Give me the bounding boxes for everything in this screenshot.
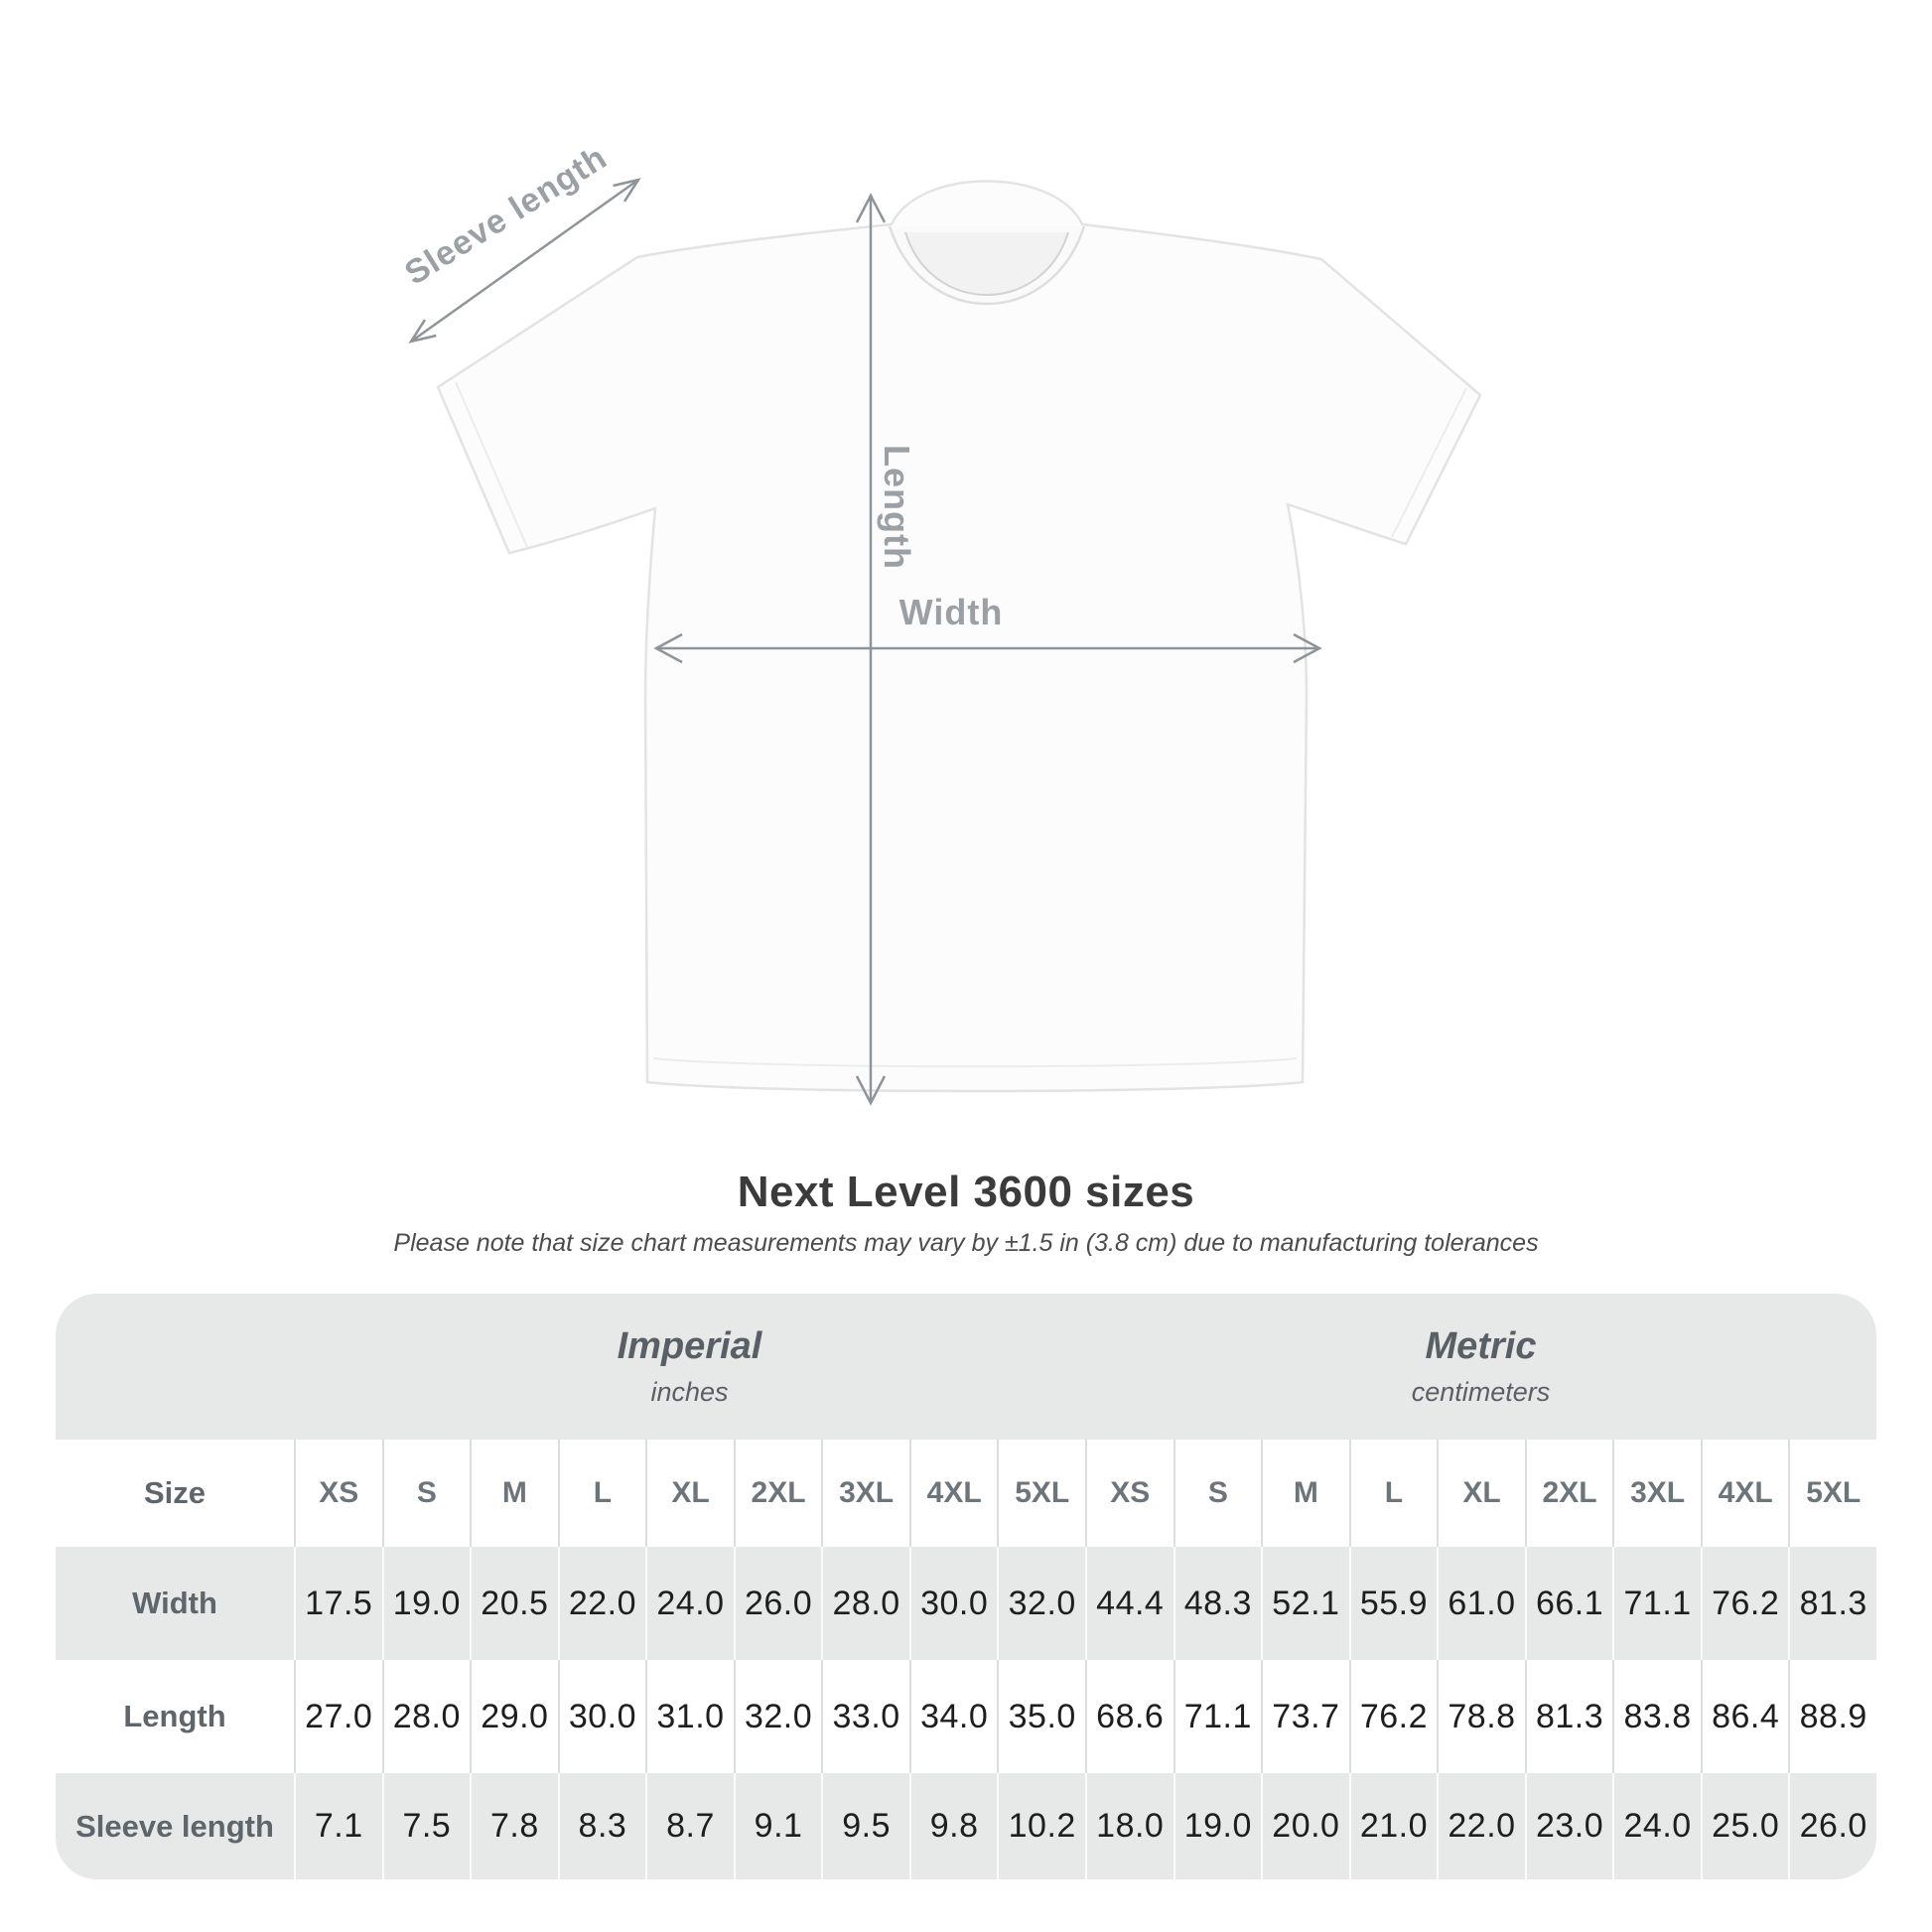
table-cell: 31.0 [645, 1660, 734, 1773]
table-cell: 48.3 [1173, 1547, 1262, 1660]
table-cell: 28.0 [382, 1660, 471, 1773]
table-cell: 8.3 [558, 1773, 646, 1879]
table-cell: 8.7 [645, 1773, 734, 1879]
row-label: Length [123, 1699, 226, 1733]
size-col-header: XL [1437, 1440, 1525, 1547]
table-cell: 29.0 [470, 1660, 558, 1773]
table-cell: 10.2 [997, 1773, 1085, 1879]
size-col-header: 2XL [734, 1440, 822, 1547]
size-col-header: 3XL [1612, 1440, 1701, 1547]
table-row-length [56, 1660, 1876, 1773]
table-cell: 9.8 [909, 1773, 998, 1879]
table-row-width [56, 1547, 1876, 1660]
table-cell: 52.1 [1261, 1547, 1349, 1660]
table-cell: 34.0 [909, 1660, 998, 1773]
table-cell: 20.0 [1261, 1773, 1349, 1879]
page-title: Next Level 3600 sizes [737, 1168, 1195, 1216]
table-cell: 61.0 [1437, 1547, 1525, 1660]
table-cell: 44.4 [1085, 1547, 1173, 1660]
sleeve-length-dimension-label: Sleeve length [398, 138, 615, 293]
table-cell: 26.0 [1788, 1773, 1876, 1879]
table-cell: 9.5 [821, 1773, 909, 1879]
imperial-header [294, 1294, 1085, 1440]
size-col-header: 4XL [1701, 1440, 1789, 1547]
metric-unit: centimeters [1411, 1377, 1551, 1407]
size-col-header: 3XL [821, 1440, 909, 1547]
table-cell: 26.0 [734, 1547, 822, 1660]
table-cell: 73.7 [1261, 1660, 1349, 1773]
size-col-header: XS [1085, 1440, 1173, 1547]
table-cell: 83.8 [1612, 1660, 1701, 1773]
table-cell: 9.1 [734, 1773, 822, 1879]
table-cell: 20.5 [470, 1547, 558, 1660]
table-cell: 7.5 [382, 1773, 471, 1879]
size-col-header: XL [645, 1440, 734, 1547]
size-col-header: L [558, 1440, 646, 1547]
size-header-row [56, 1440, 1876, 1547]
table-cell: 23.0 [1525, 1773, 1613, 1879]
table-row-sleeve-length [56, 1773, 1876, 1879]
table-cell: 76.2 [1701, 1547, 1789, 1660]
table-cell: 25.0 [1701, 1773, 1789, 1879]
row-label: Width [132, 1586, 217, 1620]
table-cell: 24.0 [1612, 1773, 1701, 1879]
table-cell: 27.0 [294, 1660, 382, 1773]
size-row-label: Size [143, 1475, 207, 1510]
table-cell: 30.0 [909, 1547, 998, 1660]
table-cell: 88.9 [1788, 1660, 1876, 1773]
size-col-header: 5XL [997, 1440, 1085, 1547]
table-cell: 55.9 [1349, 1547, 1438, 1660]
table-cell: 81.3 [1788, 1547, 1876, 1660]
metric-header [1085, 1294, 1876, 1440]
table-cell: 86.4 [1701, 1660, 1789, 1773]
imperial-unit: inches [650, 1377, 729, 1407]
table-cell: 32.0 [734, 1660, 822, 1773]
tolerance-note: Please note that size chart measurements may vary by ±1.5 in (3.8 cm) due to manufacturing tolerances [393, 1229, 1539, 1257]
table-cell: 68.6 [1085, 1660, 1173, 1773]
size-table [56, 1294, 1876, 1879]
table-cell: 30.0 [558, 1660, 646, 1773]
size-col-header: 5XL [1788, 1440, 1876, 1547]
unit-header-band [56, 1294, 1876, 1440]
metric-title: Metric [1425, 1325, 1537, 1367]
size-col-header: M [1261, 1440, 1349, 1547]
table-cell: 19.0 [1173, 1773, 1262, 1879]
width-dimension-label: Width [898, 592, 1004, 632]
row-label: Sleeve length [75, 1808, 274, 1844]
imperial-title: Imperial [617, 1325, 762, 1367]
size-col-header: 4XL [909, 1440, 998, 1547]
table-cell: 32.0 [997, 1547, 1085, 1660]
size-col-header: L [1349, 1440, 1438, 1547]
table-cell: 24.0 [645, 1547, 734, 1660]
table-cell: 7.1 [294, 1773, 382, 1879]
table-cell: 76.2 [1349, 1660, 1438, 1773]
table-cell: 7.8 [470, 1773, 558, 1879]
tshirt-silhouette [438, 182, 1480, 1092]
size-col-header: 2XL [1525, 1440, 1613, 1547]
table-cell: 81.3 [1525, 1660, 1613, 1773]
table-cell: 71.1 [1173, 1660, 1262, 1773]
table-cell: 33.0 [821, 1660, 909, 1773]
size-col-header: S [382, 1440, 471, 1547]
table-cell: 71.1 [1612, 1547, 1701, 1660]
table-cell: 17.5 [294, 1547, 382, 1660]
size-col-header: M [470, 1440, 558, 1547]
table-cell: 22.0 [558, 1547, 646, 1660]
table-cell: 19.0 [382, 1547, 471, 1660]
table-cell: 18.0 [1085, 1773, 1173, 1879]
table-cell: 35.0 [997, 1660, 1085, 1773]
table-cell: 21.0 [1349, 1773, 1438, 1879]
table-cell: 66.1 [1525, 1547, 1613, 1660]
size-col-header: S [1173, 1440, 1262, 1547]
size-col-header: XS [294, 1440, 382, 1547]
table-cell: 78.8 [1437, 1660, 1525, 1773]
table-cell: 22.0 [1437, 1773, 1525, 1879]
length-dimension-label: Length [877, 445, 917, 570]
table-cell: 28.0 [821, 1547, 909, 1660]
